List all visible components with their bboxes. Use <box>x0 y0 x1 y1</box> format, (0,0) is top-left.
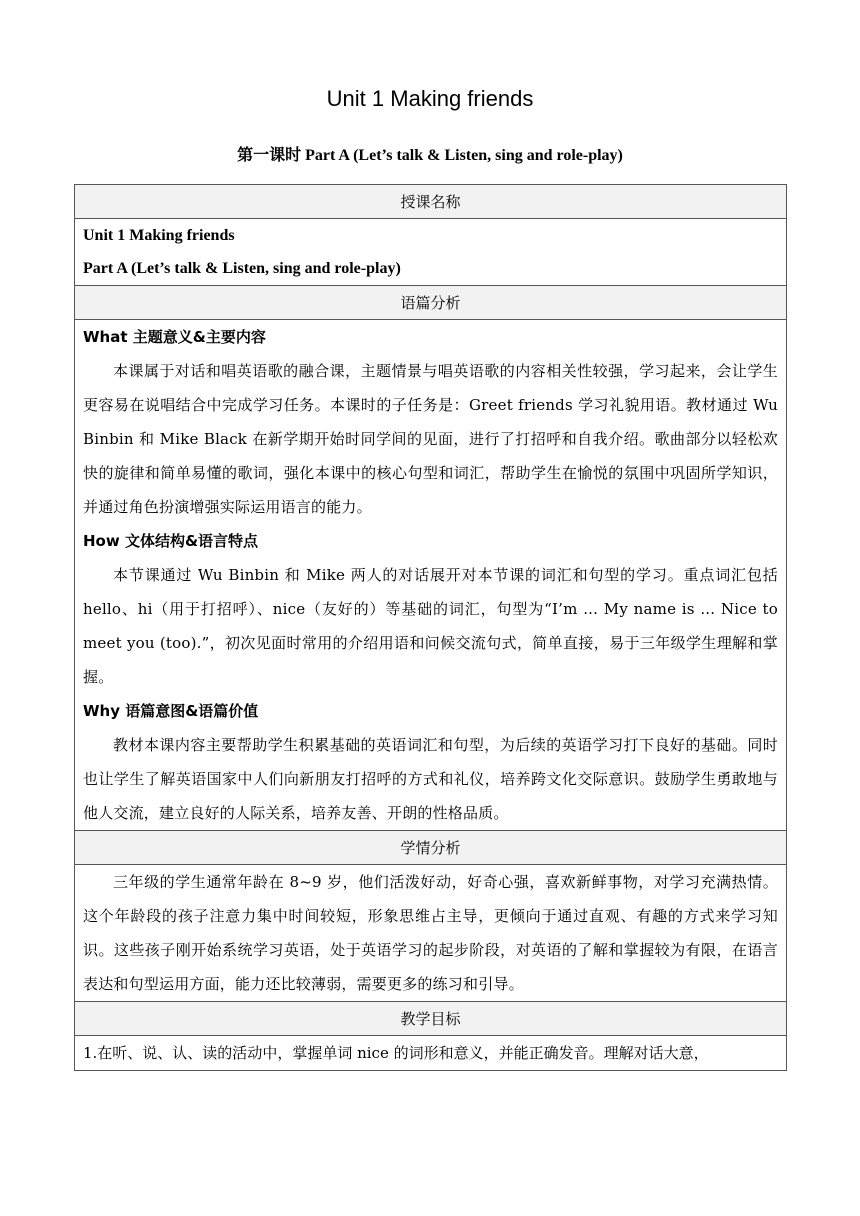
teaching-goal-item-1: 1.在听、说、认、读的活动中，掌握单词 nice 的词形和意义，并能正确发音。理解对话大意， <box>83 1044 709 1062</box>
how-section-title: How 文体结构&语言特点 <box>83 532 259 550</box>
lesson-plan-table <box>74 184 787 1071</box>
what-section-title: What 主题意义&主要内容 <box>83 328 266 346</box>
course-name-line1: Unit 1 Making friends <box>83 227 235 244</box>
course-name-header: 授课名称 <box>75 185 787 219</box>
learner-analysis-header: 学情分析 <box>75 831 787 865</box>
why-section-title: Why 语篇意图&语篇价值 <box>83 702 259 720</box>
document-title: Unit 1 Making friends <box>326 86 534 111</box>
what-section-body: 本课属于对话和唱英语歌的融合课，主题情景与唱英语歌的内容相关性较强，学习起来，会让学生更容易在说唱结合中完成学习任务。本课时的子任务是：Greet friends 学习礼貌用语。教材通过 Wu Binbin 和 Mike Black 在新学期开始时同学间的见面，进行了打招呼和自我介绍。歌曲部分以轻松欢快的旋律和简单易懂的歌词，强化本课中的核心句型和词汇，帮助学生在愉悦的氛围中巩固所学知识，并通过角色扮演增强实际运用语言的能力。 <box>83 362 778 516</box>
teaching-goals-cell <box>75 1036 787 1071</box>
course-name-cell <box>75 219 787 286</box>
why-section-body: 教材本课内容主要帮助学生积累基础的英语词汇和句型，为后续的英语学习打下良好的基础。同时也让学生了解英语国家中人们向新朋友打招呼的方式和礼仪，培养跨文化交际意识。鼓励学生勇敢地与他人交流，建立良好的人际关系，培养友善、开朗的性格品质。 <box>83 736 778 822</box>
learner-analysis-body: 三年级的学生通常年龄在 8~9 岁，他们活泼好动，好奇心强，喜欢新鲜事物，对学习充满热情。这个年龄段的孩子注意力集中时间较短，形象思维占主导，更倾向于通过直观、有趣的方式来学习知识。这些孩子刚开始系统学习英语，处于英语学习的起步阶段，对英语的了解和掌握较为有限，在语言表达和句型运用方面，能力还比较薄弱，需要更多的练习和引导。 <box>83 873 778 993</box>
lesson-subtitle: 第一课时 Part A (Let’s talk & Listen, sing and role-play) <box>237 147 623 164</box>
text-analysis-header: 语篇分析 <box>75 286 787 320</box>
course-name-line2: Part A (Let’s talk & Listen, sing and role-play) <box>83 260 401 277</box>
teaching-goals-header: 教学目标 <box>75 1002 787 1036</box>
learner-analysis-cell <box>75 865 787 1002</box>
text-analysis-cell <box>75 320 787 831</box>
how-section-body: 本节课通过 Wu Binbin 和 Mike 两人的对话展开对本节课的词汇和句型的学习。重点词汇包括 hello、hi（用于打招呼）、nice（友好的）等基础的词汇，句型为“I’m ... My name is ... Nice to meet you (too).”，初次见面时常用的介绍用语和问候交流句式，简单直接，易于三年级学生理解和掌握。 <box>83 566 778 686</box>
